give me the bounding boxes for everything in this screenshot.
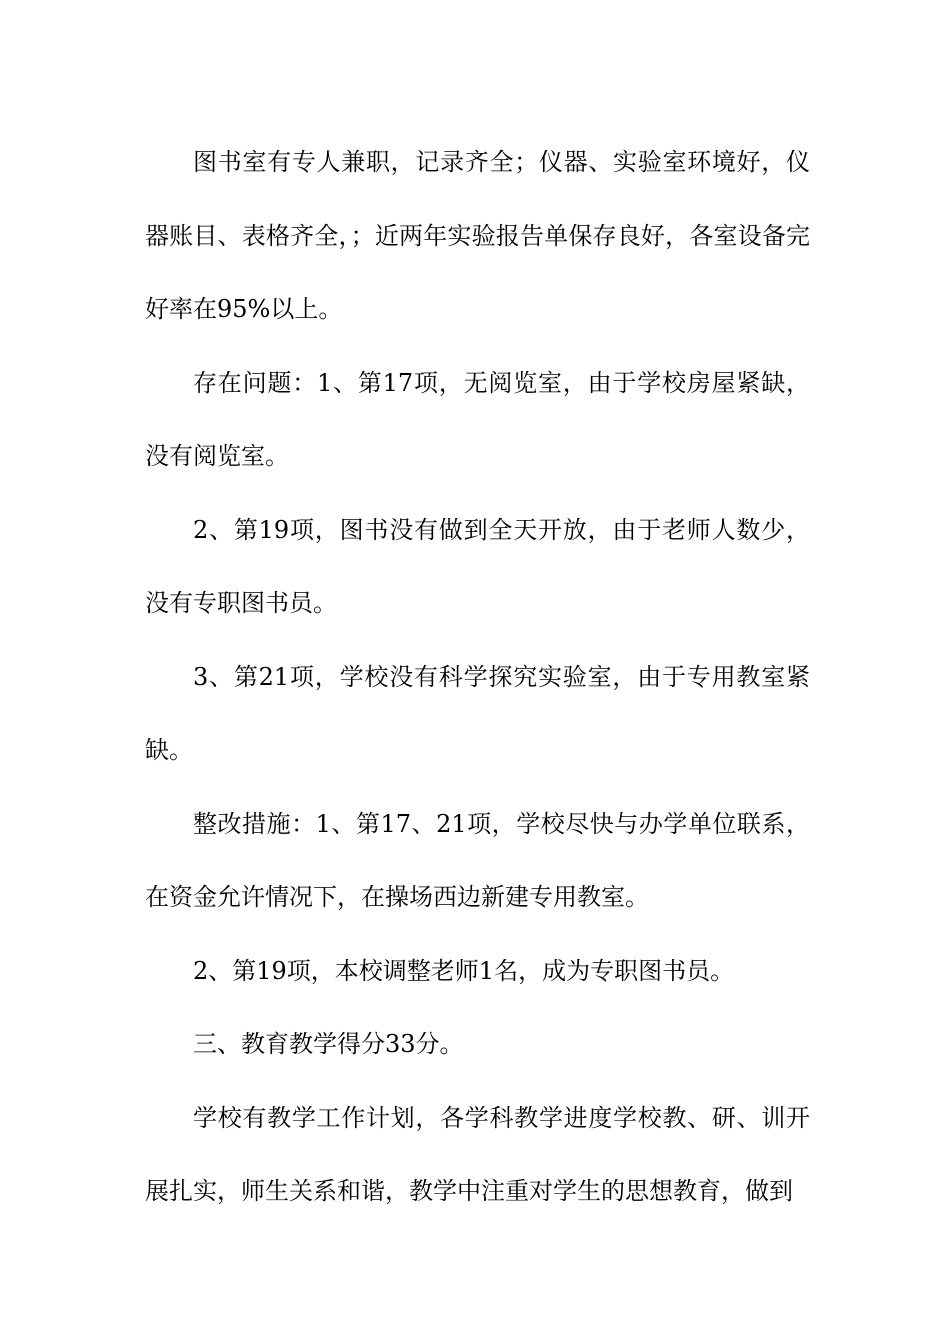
paragraph-problem-2: 2、第19项，图书没有做到全天开放，由于老师人数少，没有专职图书员。 [145, 515, 810, 617]
document-body [145, 126, 810, 1229]
paragraph-teaching-plan: 学校有教学工作计划，各学科教学进度学校教、研、训开展扎实，师生关系和谐，教学中注重对学生的思想教育，做到 [145, 1103, 810, 1205]
paragraph-section-three: 三、教育教学得分33分。 [193, 1030, 464, 1058]
paragraph-measure-2: 2、第19项，本校调整老师1名，成为专职图书员。 [193, 956, 735, 985]
paragraph-library-equipment: 图书室有专人兼职，记录齐全；仪器、实验室环境好，仪器账目、表格齐全，；近两年实验报告单保存良好，各室设备完好率在95%以上。 [145, 148, 810, 323]
paragraph-problem-1: 存在问题：1、第17项，无阅览室，由于学校房屋紧缺，没有阅览室。 [145, 368, 810, 470]
paragraph-problem-3: 3、第21项，学校没有科学探究实验室，由于专用教室紧缺。 [145, 662, 810, 764]
paragraph-measure-1: 整改措施：1、第17、21项，学校尽快与办学单位联系，在资金允许情况下，在操场西边新建专用教室。 [145, 809, 810, 911]
